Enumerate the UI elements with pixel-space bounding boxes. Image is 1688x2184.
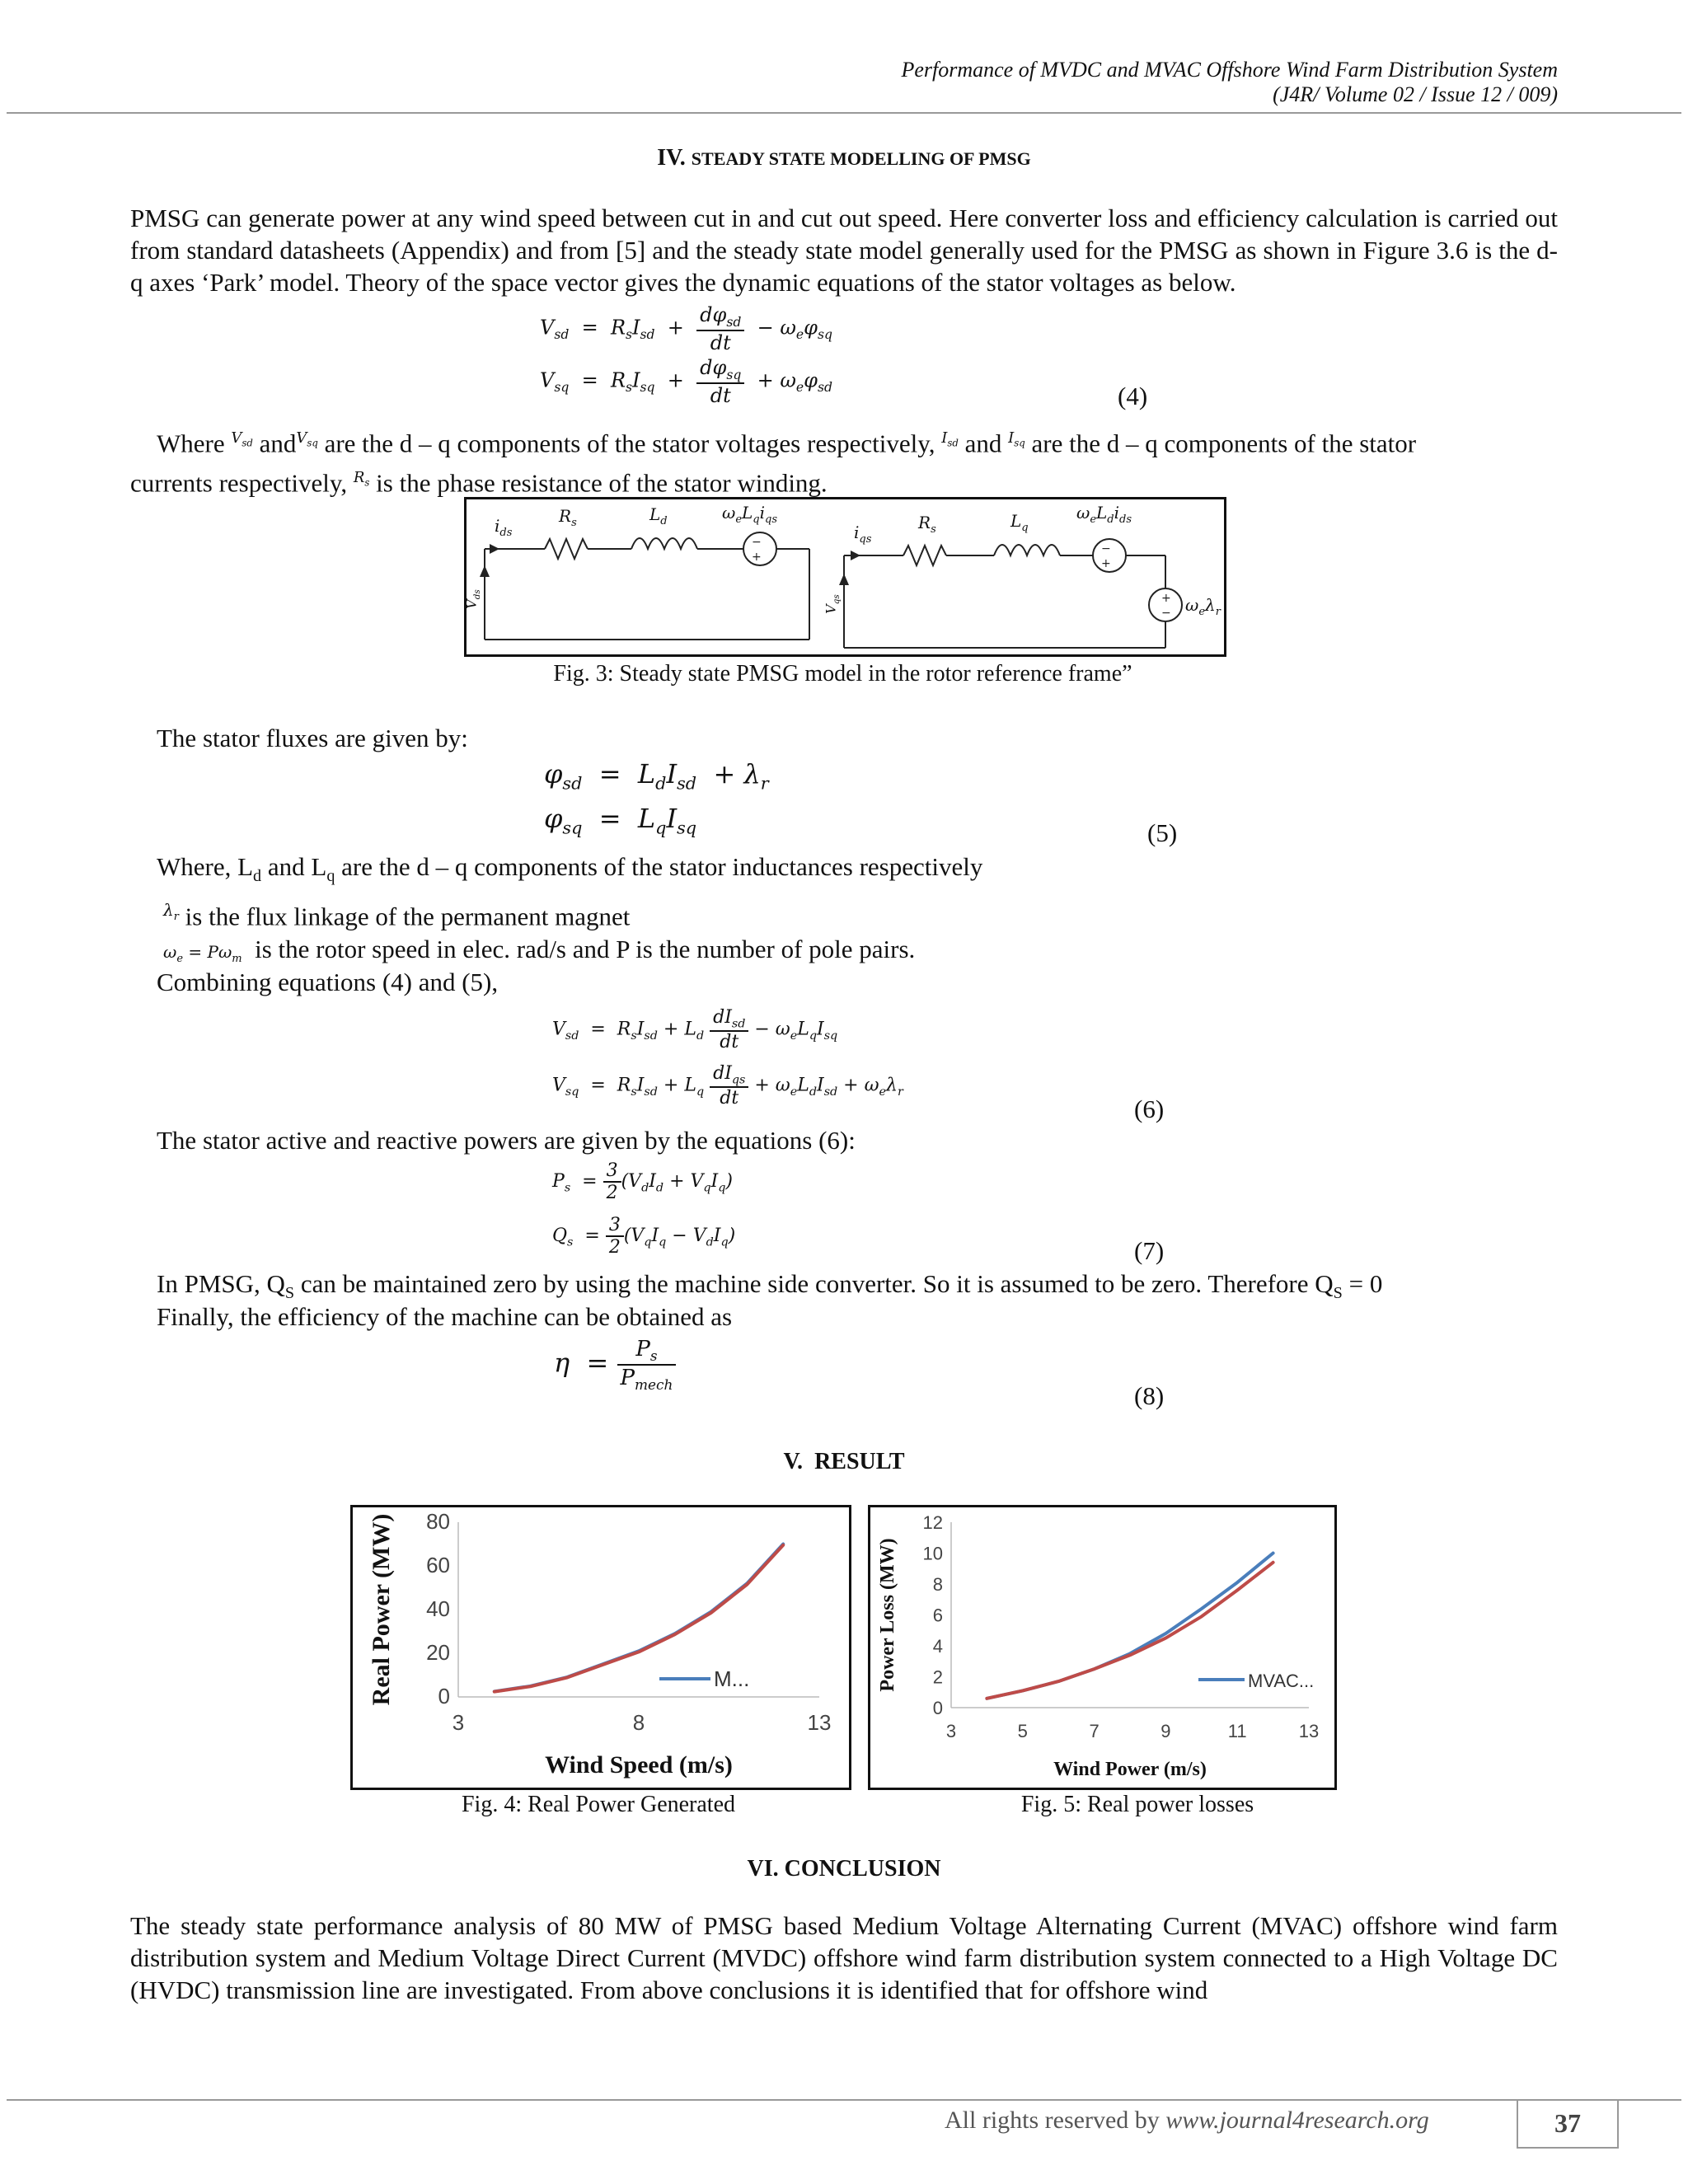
- equation-5-label: (5): [1147, 818, 1178, 847]
- svg-text:+: +: [1101, 557, 1111, 570]
- label-iqs: $i_{qs}$: [854, 523, 872, 546]
- legend-label: MVAC...: [1248, 1671, 1315, 1691]
- section-5-heading: V. RESULT: [783, 1449, 905, 1474]
- qs-line: In PMSG, $Q_S$ can be maintained zero by using the machine side converter. So it is assumed to be zero. Therefore $Q_S = 0$: [157, 1269, 1383, 1303]
- combining-line: Combining equations (4) and (5),: [157, 968, 499, 996]
- figure-5-chart-frame: [868, 1505, 1337, 1790]
- header-rule: [7, 112, 1681, 114]
- fluxes-intro: The stator fluxes are given by:: [157, 724, 468, 752]
- page-number: 37: [1517, 2099, 1619, 2149]
- y-tick-label: 0: [932, 1698, 943, 1718]
- section-4-paragraph: PMSG can generate power at any wind speed between cut in and cut out speed. Here converter loss and efficiency calculation is carried out from standard datasheets (Appendix) and from [5] and the steady state model generally used for the PMSG as shown in Figure 3.6 is the d-q axes ‘Park’ model. Theory of the space vector gives the dynamic equations of the stator voltages as below.: [130, 204, 1558, 297]
- x-tick-label: 13: [807, 1710, 832, 1735]
- equation-4-label: (4): [1118, 382, 1148, 410]
- equation-6-label: (6): [1134, 1094, 1165, 1123]
- powers-intro: The stator active and reactive powers are given by the equations (6):: [157, 1126, 856, 1155]
- section-6-title: CONCLUSION: [784, 1856, 941, 1882]
- section-6-heading: VI. CONCLUSION: [747, 1856, 941, 1882]
- label-rs-right: $R_s$: [918, 513, 936, 536]
- label-ids: $i_{ds}$: [495, 516, 513, 539]
- omega-line: $\omega_e = P\omega_m$ is the rotor speed in elec. rad/s and P is the number of pole pairs.: [163, 935, 916, 965]
- real-power-chart: [353, 1507, 849, 1788]
- svg-text:+: +: [1161, 592, 1171, 605]
- y-axis-title: Power Loss (MW): [877, 1538, 898, 1692]
- x-tick-label: 9: [1160, 1721, 1171, 1741]
- y-tick-label: 4: [932, 1636, 943, 1657]
- equation-5-line1: $\varphi_{sd} = L_dI_{sd} + \lambda_r$: [544, 758, 769, 794]
- x-axis-title: Wind Speed (m/s): [545, 1751, 733, 1779]
- figure-5-caption: Fig. 5: Real power losses: [1020, 1792, 1254, 1817]
- efficiency-line: Finally, the efficiency of the machine can be obtained as: [157, 1302, 733, 1331]
- equation-7-label: (7): [1134, 1236, 1165, 1265]
- equation-8: η = $\frac{P_s}{P_{mech}}$: [554, 1337, 676, 1393]
- y-tick-label: 8: [932, 1574, 943, 1595]
- x-axis-title: Wind Power (m/s): [1053, 1759, 1207, 1780]
- equation-8-label: (8): [1134, 1381, 1165, 1410]
- where-voltage-line: Where $^{V_{sd}}$ and$^{V_{sq}}$ are the d – q components of the stator voltages respectively, $^{I_{sd}}$ and $^{I_{sq}}$ are the d – q components of the stator: [157, 429, 1417, 458]
- x-tick-label: 11: [1227, 1721, 1247, 1741]
- section-4-heading: IV. STEADY STATE MODELLING OF PMSG: [657, 145, 1031, 171]
- figure-4-caption: Fig. 4: Real Power Generated: [461, 1792, 736, 1817]
- equation-6-line1: $V_{sd} = R_sI_{sd} + L_d$ $\frac{dI_{sd}}{dt}$ − $\omega_eL_qI_{sq}$: [552, 1007, 838, 1053]
- footer-rule: [7, 2099, 1681, 2101]
- svg-text:−: −: [1161, 607, 1171, 620]
- series-line-mvac: [987, 1554, 1273, 1699]
- svg-text:+: +: [752, 551, 762, 564]
- y-tick-label: 20: [426, 1640, 450, 1665]
- y-tick-label: 6: [932, 1605, 943, 1626]
- label-vds: $V_{ds}$: [463, 589, 482, 609]
- footer-rights: All rights reserved by www.journal4research.org: [945, 2107, 1429, 2134]
- y-tick-label: 60: [426, 1553, 450, 1577]
- where-current-line: currents respectively, $^{R_s}$ is the phase resistance of the stator winding.: [130, 468, 828, 498]
- ld-lq-line: Where, $L_d$ and $L_q$ are the d – q components of the stator inductances respectively: [157, 852, 983, 886]
- equation-7-line2: $Q_s$ = $\frac{3}{2}$ $(V_qI_q - V_dI_q)$: [552, 1215, 736, 1258]
- label-rs-left: $R_s$: [559, 506, 577, 529]
- equation-4-line1: $V_{sd} = R_sI_{sd}$ + $\frac{d\varphi_{sd}}{dt}$ − $\omega_e\varphi_{sq}$: [540, 303, 832, 354]
- label-ld: $L_d$: [649, 504, 668, 527]
- section-5-title: RESULT: [814, 1449, 905, 1474]
- y-tick-label: 80: [426, 1509, 450, 1534]
- figure-4-chart-frame: [350, 1505, 851, 1790]
- label-src-left: $\omega_eL_qi_{qs}$: [722, 503, 778, 526]
- section-6-paragraph: The steady state performance analysis of 80 MW of PMSG based Medium Voltage Alternating Current (MVAC) offshore wind farm distribution system and Medium Voltage Direct Current (MVDC) offshore wind farm distribution system connected to a High Voltage DC (HVDC) transmission line are investigated. From above conclusions it is identified that for offshore wind: [130, 1911, 1558, 2004]
- equation-6-line2: $V_{sq} = R_sI_{sd} + L_q$ $\frac{dI_{qs}}{dt}$ + $\omega_eL_dI_{sd} + \omega_e\lambda_r$: [552, 1063, 903, 1109]
- label-vqs: $V_{qs}$: [823, 594, 842, 614]
- figure-3-circuit: [464, 497, 1226, 657]
- lambda-line: $^{\lambda_r}$ is the flux linkage of the permanent magnet: [163, 900, 631, 931]
- x-tick-label: 5: [1017, 1721, 1028, 1741]
- footer-site-link[interactable]: www.journal4research.org: [1165, 2107, 1429, 2134]
- label-lq: $L_q$: [1010, 511, 1029, 534]
- equation-4-line2: $V_{sq} = R_sI_{sq}$ + $\frac{d\varphi_{sq}}{dt}$ + $\omega_e\varphi_{sd}$: [540, 356, 832, 407]
- label-src-lambda: $\omega_e\lambda_r$: [1185, 595, 1221, 618]
- svg-text:−: −: [1101, 542, 1111, 555]
- y-axis-title: Real Power (MW): [368, 1513, 395, 1706]
- y-tick-label: 0: [438, 1684, 450, 1708]
- y-tick-label: 10: [922, 1543, 943, 1564]
- label-src-right: $\omega_eL_di_{ds}$: [1076, 503, 1132, 526]
- x-tick-label: 3: [945, 1721, 957, 1741]
- y-tick-label: 40: [426, 1596, 450, 1621]
- y-tick-label: 12: [922, 1512, 943, 1533]
- y-tick-label: 2: [932, 1666, 943, 1688]
- x-tick-label: 13: [1298, 1721, 1320, 1741]
- equation-7-line1: $P_s$ = $\frac{3}{2}$ $(V_dI_d + V_qI_q)$: [552, 1160, 733, 1203]
- journal-title: Performance of MVDC and MVAC Offshore Wind Farm Distribution System: [901, 58, 1558, 82]
- legend-label: M...: [714, 1666, 750, 1691]
- power-loss-chart: [870, 1507, 1334, 1788]
- journal-issue: (J4R/ Volume 02 / Issue 12 / 009): [1273, 82, 1558, 106]
- figure-3-caption: Fig. 3: Steady state PMSG model in the rotor reference frame”: [553, 661, 1132, 687]
- x-tick-label: 3: [452, 1710, 465, 1735]
- equation-5-line2: $\varphi_{sq} = L_qI_{sq}$: [544, 803, 697, 838]
- section-4-title: STEADY STATE MODELLING OF PMSG: [691, 148, 1031, 169]
- x-tick-label: 7: [1089, 1721, 1100, 1741]
- running-header: [901, 58, 1558, 107]
- svg-text:−: −: [752, 536, 762, 549]
- x-tick-label: 8: [632, 1710, 645, 1735]
